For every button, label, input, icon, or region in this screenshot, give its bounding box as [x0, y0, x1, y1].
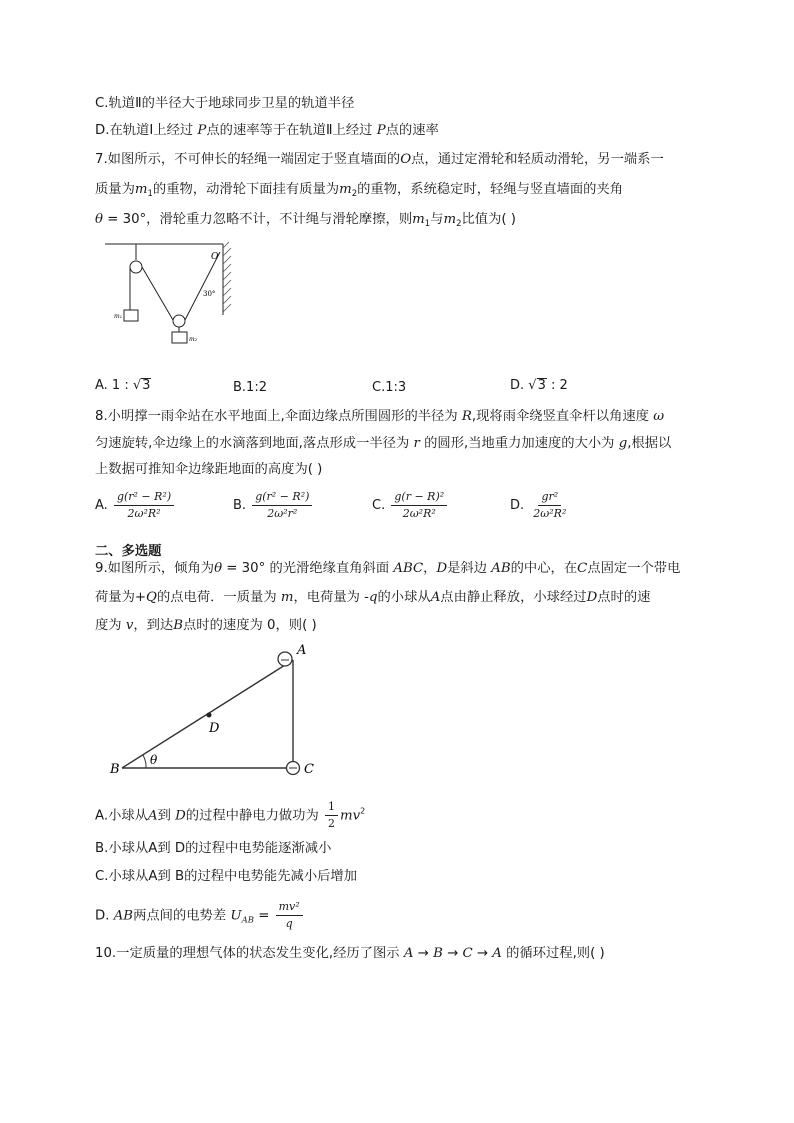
q8-line3: 上数据可推知伞边缘距地面的高度为( ): [95, 462, 323, 477]
label-theta: θ: [150, 753, 158, 767]
label-a: A: [297, 643, 307, 658]
point-d: [207, 713, 212, 718]
mass-m1: [124, 310, 138, 321]
q9-line2: 荷量为+Q的点电荷．一质量为 m，电荷量为 -q的小球从A点由静止释放，小球经过D点时的速: [95, 590, 651, 605]
label-c: C: [304, 762, 314, 777]
fixed-pulley: [130, 261, 142, 273]
q8-line2: 匀速旋转,伞边缘上的水滴落到地面,落点形成一半径为 r 的圆形,当地重力加速度的大小为 g,根据以: [95, 436, 672, 451]
pulley-figure: [95, 240, 245, 355]
q7-option-b[interactable]: B.1:2: [233, 380, 267, 395]
q9-option-c[interactable]: C.小球从A到 B的过程中电势能先减小后增加: [95, 869, 358, 884]
label-d: D: [209, 721, 220, 736]
movable-pulley: [173, 315, 185, 327]
label-b: B: [110, 762, 120, 777]
q9-option-d[interactable]: D. AB两点间的电势差 $U_{AB}$ = $\frac{\text{mv²}}{q}$: [95, 900, 305, 931]
wall-hatch: [223, 242, 231, 312]
m1-label: m₁: [114, 313, 123, 320]
point-o-label: O: [211, 252, 219, 262]
q10-line1: 10.一定质量的理想气体的状态发生变化,经历了图示 A → B → C → A 的循环过程,则( ): [95, 946, 605, 961]
angle-label: 30°: [203, 290, 216, 298]
section-heading-multi-choice: 二、多选题: [95, 544, 162, 559]
q9-option-b[interactable]: B.小球从A到 D的过程中电势能逐渐减小: [95, 841, 332, 856]
option-d-q6: D.在轨道Ⅰ上经过 P点的速率等于在轨道Ⅱ上经过 P点的速率: [95, 123, 439, 138]
option-c-q6: C.轨道Ⅱ的半径大于地球同步卫星的轨道半径: [95, 96, 355, 111]
q9-line1: 9.如图所示，倾角为θ = 30° 的光滑绝缘直角斜面 ABC，D是斜边 AB的中心，在C点固定一个带电: [95, 561, 681, 576]
ball-at-a: [278, 652, 292, 666]
q7-line1: 7.如图所示，不可伸长的轻绳一端固定于竖直墙面的O点，通过定滑轮和轻质动滑轮，另一端系一: [95, 152, 664, 167]
q8-line1: 8.小明撑一雨伞站在水平地面上,伞面边缘点所围圆形的半径为 R,现将雨伞绕竖直伞杆以角速度 ω: [95, 409, 665, 424]
incline-figure: [105, 640, 325, 780]
q7-option-d[interactable]: D. √3 : 2: [510, 378, 568, 393]
q9-line3: 度为 v，到达B点时的速度为 0，则( ): [95, 618, 317, 633]
q8-option-a[interactable]: A. $\frac{\text{g(r² − R²)}}{\text{2ω²R²}}$: [95, 490, 176, 521]
q8-option-b[interactable]: B. $\frac{\text{g(r² − R²)}}{\text{2ω²r²}}$: [233, 490, 314, 521]
q8-option-c[interactable]: C. $\frac{\text{g(r − R)²}}{\text{2ω²R²}}$: [372, 490, 449, 521]
q7-line3: θ = 30°，滑轮重力忽略不计，不计绳与滑轮摩擦，则$m_1$与$m_2$比值为( ): [95, 212, 516, 229]
m2-label: m₂: [189, 336, 198, 343]
mass-m2: [172, 332, 187, 343]
q9-option-a[interactable]: A.小球从A到 D的过程中静电力做功为 $\frac{1}{2}$ $mv^2$: [95, 800, 366, 830]
q7-option-c[interactable]: C.1:3: [372, 380, 407, 395]
q7-line2: 质量为$m_1$的重物，动滑轮下面挂有质量为$m_2$的重物，系统稳定时，轻绳与竖直墙面的夹角: [95, 182, 624, 199]
q7-option-a[interactable]: A. 1 : √3: [95, 378, 151, 393]
q8-option-d[interactable]: D. $\frac{\text{gr²}}{\text{2ω²R²}}$: [510, 490, 567, 520]
